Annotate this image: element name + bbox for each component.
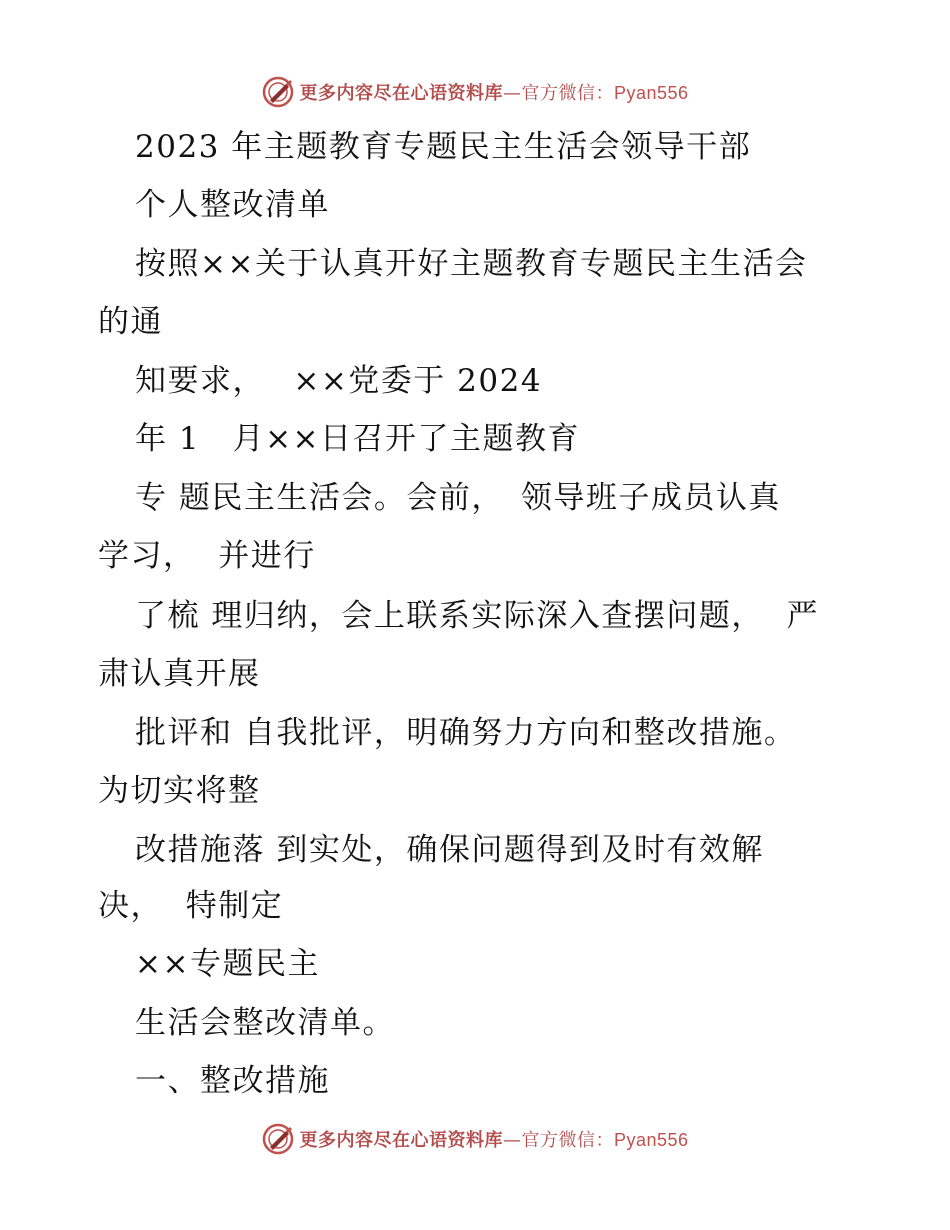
watermark-wechat-label: 官方微信： bbox=[521, 83, 614, 104]
watermark-site: 更多内容尽在心语资料库 bbox=[299, 1130, 503, 1151]
doc-title-line-1: 2023 年主题教育专题民主生活会领导干部 bbox=[135, 129, 752, 165]
doc-paragraph-line: 学习， 并进行 bbox=[98, 538, 316, 574]
doc-paragraph-line: 决， 特制定 bbox=[98, 888, 284, 924]
doc-paragraph-line: 年 1 月××日召开了主题教育 bbox=[135, 421, 581, 457]
watermark-banner-top bbox=[0, 72, 950, 112]
doc-paragraph-line: 生活会整改清单。 bbox=[135, 1005, 395, 1041]
doc-paragraph-line: 专 题民主生活会。会前， 领导班子成员认真 bbox=[135, 480, 781, 516]
doc-paragraph-line: 改措施落 到实处，确保问题得到及时有效解 bbox=[135, 832, 764, 868]
doc-paragraph-line: 肃认真开展 bbox=[98, 656, 261, 692]
watermark-dash: — bbox=[502, 83, 522, 104]
brand-logo-icon bbox=[261, 1122, 295, 1156]
doc-paragraph-line: 为切实将整 bbox=[98, 773, 261, 809]
watermark-site: 更多内容尽在心语资料库 bbox=[299, 83, 503, 104]
doc-paragraph-line: 的通 bbox=[98, 304, 163, 340]
watermark-wechat-label: 官方微信： bbox=[521, 1130, 614, 1151]
doc-paragraph-line: 了梳 理归纳，会上联系实际深入查摆问题， 严 bbox=[135, 598, 820, 634]
doc-paragraph-line: ××专题民主 bbox=[135, 946, 320, 982]
watermark-account: Pyan556 bbox=[613, 83, 689, 103]
watermark-account: Pyan556 bbox=[613, 1130, 689, 1150]
doc-paragraph-line: 按照××关于认真开好主题教育专题民主生活会 bbox=[135, 246, 808, 282]
watermark-text bbox=[299, 79, 688, 105]
doc-paragraph-line: 批评和 自我批评，明确努力方向和整改措施。 bbox=[135, 715, 797, 751]
watermark-text bbox=[299, 1126, 688, 1152]
watermark-banner-bottom bbox=[0, 1119, 950, 1159]
doc-paragraph-line: 知要求， ××党委于 2024 bbox=[135, 363, 543, 399]
doc-section-heading: 一、整改措施 bbox=[135, 1063, 330, 1099]
watermark-dash: — bbox=[502, 1130, 522, 1151]
doc-title-line-2: 个人整改清单 bbox=[135, 187, 330, 223]
brand-logo-icon bbox=[261, 75, 295, 109]
